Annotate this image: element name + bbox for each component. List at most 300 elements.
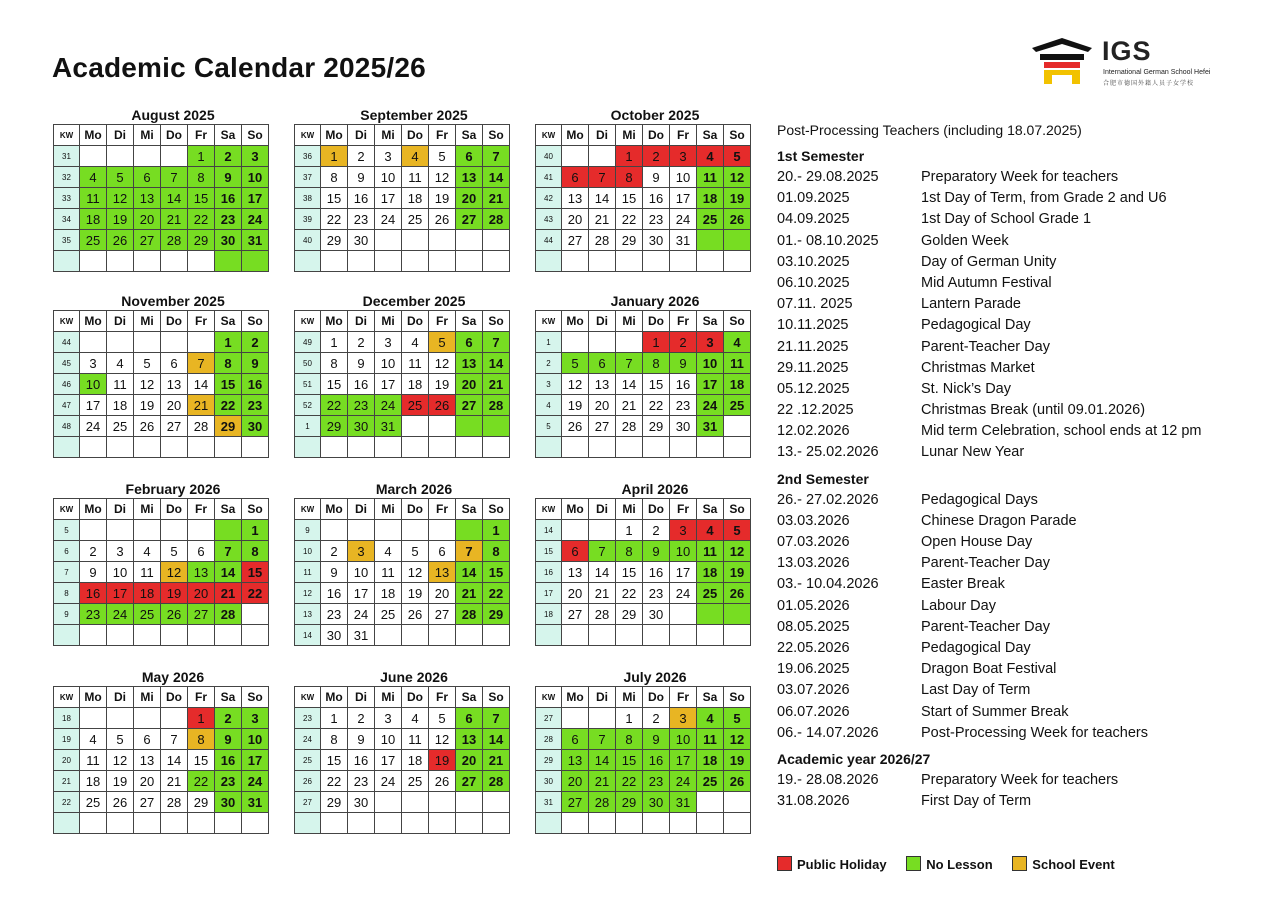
week-number: 3 [536, 374, 562, 395]
week-number: 24 [295, 729, 321, 750]
week-row [295, 167, 510, 188]
day-cell: 15 [321, 188, 348, 209]
day-cell: 13 [456, 167, 483, 188]
day-cell: 26 [429, 395, 456, 416]
week-row [54, 230, 269, 251]
day-cell [456, 813, 483, 834]
day-cell [375, 230, 402, 251]
week-row [536, 209, 751, 230]
day-cell: 9 [215, 167, 242, 188]
week-number: 29 [536, 750, 562, 771]
month-calendar [53, 480, 269, 646]
week-number: 52 [295, 395, 321, 416]
day-cell [348, 251, 375, 272]
day-cell: 18 [134, 583, 161, 604]
day-cell: 21 [456, 583, 483, 604]
day-cell: 6 [134, 167, 161, 188]
week-number: 40 [536, 146, 562, 167]
day-cell [161, 251, 188, 272]
weekday-header: So [483, 499, 510, 520]
day-cell: 30 [215, 792, 242, 813]
weekday-header: So [242, 499, 269, 520]
day-cell: 17 [242, 750, 269, 771]
day-cell: 26 [107, 792, 134, 813]
event-date: 01.09.2025 [777, 190, 850, 207]
week-number: 1 [536, 332, 562, 353]
weekday-header: Mo [562, 311, 589, 332]
week-row [54, 625, 269, 646]
day-cell: 1 [483, 520, 510, 541]
day-cell: 19 [724, 188, 751, 209]
month-table [535, 686, 751, 834]
weekday-header: Mo [80, 125, 107, 146]
day-cell: 7 [456, 541, 483, 562]
weekday-header: Sa [215, 499, 242, 520]
week-row [54, 813, 269, 834]
month-title: May 2026 [141, 669, 205, 685]
week-number: 36 [295, 146, 321, 167]
day-cell: 21 [616, 395, 643, 416]
day-cell: 26 [724, 583, 751, 604]
day-cell: 28 [589, 230, 616, 251]
week-number [536, 625, 562, 646]
day-cell [483, 416, 510, 437]
week-number-header: KW [536, 499, 562, 520]
event-row [777, 723, 1257, 744]
day-cell: 4 [134, 541, 161, 562]
month-table [535, 124, 751, 272]
weekday-header: Sa [215, 687, 242, 708]
day-cell: 13 [456, 353, 483, 374]
day-cell [429, 230, 456, 251]
day-cell [562, 146, 589, 167]
day-cell: 6 [456, 332, 483, 353]
week-row [54, 395, 269, 416]
month-calendar [535, 106, 751, 272]
day-cell [429, 520, 456, 541]
day-cell: 19 [107, 771, 134, 792]
day-cell: 22 [188, 771, 215, 792]
weekday-header: Mo [80, 687, 107, 708]
day-cell [724, 604, 751, 625]
week-number: 38 [295, 188, 321, 209]
day-cell [134, 251, 161, 272]
day-cell [161, 332, 188, 353]
day-cell: 2 [670, 332, 697, 353]
day-cell: 23 [242, 395, 269, 416]
day-cell: 3 [242, 146, 269, 167]
week-row [536, 813, 751, 834]
day-cell: 7 [161, 167, 188, 188]
day-cell: 2 [80, 541, 107, 562]
day-cell [107, 146, 134, 167]
day-cell [429, 625, 456, 646]
week-row [54, 209, 269, 230]
week-number: 21 [54, 771, 80, 792]
day-cell: 27 [429, 604, 456, 625]
month-calendar [294, 292, 510, 458]
day-cell: 14 [589, 750, 616, 771]
day-cell: 23 [643, 583, 670, 604]
day-cell: 26 [161, 604, 188, 625]
day-cell [188, 332, 215, 353]
week-row [295, 583, 510, 604]
week-number: 43 [536, 209, 562, 230]
weekday-header: Fr [429, 311, 456, 332]
weekday-header: Do [161, 125, 188, 146]
day-cell [562, 813, 589, 834]
week-row [54, 562, 269, 583]
semester-heading: Academic year 2026/27 [777, 750, 931, 767]
day-cell [80, 520, 107, 541]
week-row [54, 332, 269, 353]
day-cell [375, 625, 402, 646]
week-number: 49 [295, 332, 321, 353]
month-calendar [294, 480, 510, 646]
day-cell: 25 [402, 209, 429, 230]
week-row [295, 771, 510, 792]
day-cell: 21 [483, 188, 510, 209]
day-cell [456, 230, 483, 251]
event-date: 10.11.2025 [777, 317, 849, 334]
event-name: Pedagogical Day [921, 639, 1031, 656]
day-cell: 31 [670, 230, 697, 251]
week-row [536, 437, 751, 458]
month-calendar [535, 480, 751, 646]
day-cell: 7 [188, 353, 215, 374]
day-cell [697, 251, 724, 272]
event-name: Pedagogical Day [921, 317, 1031, 334]
event-date: 05.12.2025 [777, 380, 850, 397]
day-cell: 17 [670, 188, 697, 209]
day-cell: 29 [321, 792, 348, 813]
day-cell [402, 437, 429, 458]
day-cell [562, 625, 589, 646]
day-cell [402, 813, 429, 834]
event-row [777, 680, 1257, 701]
week-row [54, 416, 269, 437]
week-row [295, 332, 510, 353]
day-cell: 14 [589, 562, 616, 583]
day-cell [375, 251, 402, 272]
day-cell: 18 [375, 583, 402, 604]
day-cell: 25 [724, 395, 751, 416]
month-calendar [53, 106, 269, 272]
day-cell: 16 [348, 188, 375, 209]
day-cell [242, 604, 269, 625]
week-number: 4 [536, 395, 562, 416]
day-cell [161, 813, 188, 834]
day-cell [456, 437, 483, 458]
week-number: 50 [295, 353, 321, 374]
day-cell: 5 [107, 167, 134, 188]
day-cell: 26 [562, 416, 589, 437]
week-row [536, 395, 751, 416]
event-date: 29.11.2025 [777, 359, 849, 376]
week-row [295, 395, 510, 416]
day-cell: 8 [321, 729, 348, 750]
weekday-header: Di [107, 499, 134, 520]
week-row [295, 813, 510, 834]
day-cell: 31 [697, 416, 724, 437]
day-cell [456, 625, 483, 646]
day-cell: 15 [321, 750, 348, 771]
day-cell: 23 [348, 771, 375, 792]
day-cell: 3 [670, 146, 697, 167]
weekday-header: Di [348, 687, 375, 708]
day-cell: 27 [589, 416, 616, 437]
day-cell: 12 [161, 562, 188, 583]
weekday-header: Fr [188, 687, 215, 708]
week-row [54, 792, 269, 813]
day-cell: 6 [456, 708, 483, 729]
event-name: Day of German Unity [921, 253, 1057, 270]
day-cell [589, 520, 616, 541]
week-number-header: KW [54, 125, 80, 146]
week-number: 14 [295, 625, 321, 646]
day-cell: 11 [402, 729, 429, 750]
day-cell: 6 [562, 729, 589, 750]
weekday-header: Sa [456, 311, 483, 332]
month-calendar [535, 292, 751, 458]
month-title: December 2025 [362, 293, 466, 309]
week-row [295, 520, 510, 541]
month-title: February 2026 [125, 481, 221, 497]
event-name: Post-Processing Week for teachers [921, 724, 1148, 741]
day-cell: 11 [402, 167, 429, 188]
event-row [777, 273, 1257, 294]
semester-heading: 2nd Semester [777, 470, 869, 487]
day-cell: 10 [670, 729, 697, 750]
weekday-header: Mi [616, 125, 643, 146]
day-cell: 14 [483, 167, 510, 188]
week-number: 20 [54, 750, 80, 771]
day-cell: 14 [161, 188, 188, 209]
weekday-header: Do [161, 499, 188, 520]
week-row [295, 437, 510, 458]
weekday-header: So [724, 125, 751, 146]
day-cell: 12 [429, 167, 456, 188]
event-date: 21.11.2025 [777, 338, 849, 355]
weekday-header: Do [643, 687, 670, 708]
day-cell [402, 230, 429, 251]
day-cell: 7 [589, 541, 616, 562]
week-row [536, 792, 751, 813]
day-cell: 14 [161, 750, 188, 771]
day-cell [161, 625, 188, 646]
weekday-header: Fr [188, 311, 215, 332]
week-number: 28 [536, 729, 562, 750]
day-cell: 18 [402, 374, 429, 395]
event-name: Dragon Boat Festival [921, 661, 1057, 678]
week-row [295, 353, 510, 374]
day-cell: 28 [161, 792, 188, 813]
event-date: 06.10.2025 [777, 274, 850, 291]
week-row [536, 750, 751, 771]
weekday-header: Di [589, 125, 616, 146]
week-number-header: KW [536, 125, 562, 146]
day-cell: 4 [375, 541, 402, 562]
day-cell: 24 [697, 395, 724, 416]
day-cell: 3 [242, 708, 269, 729]
week-row [54, 729, 269, 750]
day-cell: 4 [402, 708, 429, 729]
month-calendar [294, 668, 510, 834]
day-cell: 19 [724, 562, 751, 583]
day-cell: 12 [724, 541, 751, 562]
day-cell: 1 [616, 520, 643, 541]
day-cell: 12 [724, 729, 751, 750]
day-cell: 6 [562, 541, 589, 562]
weekday-header: Sa [697, 311, 724, 332]
week-row [536, 708, 751, 729]
day-cell: 9 [215, 729, 242, 750]
week-number-header: KW [536, 311, 562, 332]
day-cell: 29 [616, 604, 643, 625]
day-cell [562, 332, 589, 353]
weekday-header: Do [402, 499, 429, 520]
day-cell [80, 251, 107, 272]
event-name: Labour Day [921, 597, 996, 614]
weekday-header: Mi [134, 311, 161, 332]
event-row [777, 188, 1257, 209]
day-cell: 17 [375, 188, 402, 209]
week-number [295, 813, 321, 834]
day-cell: 2 [321, 541, 348, 562]
week-number: 31 [54, 146, 80, 167]
day-cell: 8 [616, 541, 643, 562]
day-cell: 29 [321, 416, 348, 437]
weekday-header: Sa [456, 499, 483, 520]
week-number: 26 [295, 771, 321, 792]
week-number: 6 [54, 541, 80, 562]
day-cell: 8 [321, 353, 348, 374]
day-cell [215, 437, 242, 458]
day-cell [402, 625, 429, 646]
day-cell [429, 792, 456, 813]
week-number [295, 251, 321, 272]
weekday-header: Do [402, 311, 429, 332]
day-cell: 10 [670, 167, 697, 188]
day-cell [107, 708, 134, 729]
weekday-header: So [242, 125, 269, 146]
day-cell: 29 [188, 792, 215, 813]
month-table [53, 498, 269, 646]
page-title: Academic Calendar 2025/26 [52, 52, 426, 83]
day-cell: 27 [456, 395, 483, 416]
day-cell [80, 813, 107, 834]
day-cell: 25 [80, 230, 107, 251]
day-cell: 27 [188, 604, 215, 625]
week-row [536, 146, 751, 167]
day-cell [242, 437, 269, 458]
day-cell: 22 [321, 395, 348, 416]
week-row [295, 416, 510, 437]
day-cell: 16 [215, 188, 242, 209]
day-cell [589, 146, 616, 167]
day-cell: 10 [348, 562, 375, 583]
weekday-header: Mo [562, 687, 589, 708]
day-cell: 24 [670, 771, 697, 792]
day-cell [724, 416, 751, 437]
day-cell: 25 [402, 395, 429, 416]
week-number: 18 [54, 708, 80, 729]
day-cell [670, 437, 697, 458]
day-cell: 6 [429, 541, 456, 562]
day-cell: 7 [215, 541, 242, 562]
month-title: October 2025 [610, 107, 700, 123]
weekday-header: Di [589, 311, 616, 332]
week-row [536, 520, 751, 541]
week-row [54, 708, 269, 729]
week-row [54, 437, 269, 458]
day-cell: 14 [456, 562, 483, 583]
day-cell: 17 [80, 395, 107, 416]
day-cell [188, 625, 215, 646]
day-cell [134, 146, 161, 167]
day-cell: 10 [242, 167, 269, 188]
weekday-header: Fr [429, 125, 456, 146]
day-cell: 18 [724, 374, 751, 395]
week-number: 10 [295, 541, 321, 562]
weekday-header: So [483, 687, 510, 708]
logo-chinese: 合肥市德国外籍人员子女学校 [1103, 81, 1195, 87]
day-cell: 17 [670, 750, 697, 771]
week-number: 12 [295, 583, 321, 604]
legend-public-holiday: Public Holiday [777, 856, 887, 872]
day-cell [161, 437, 188, 458]
weekday-header: Mo [80, 311, 107, 332]
day-cell: 11 [134, 562, 161, 583]
day-cell: 14 [483, 729, 510, 750]
week-row [536, 771, 751, 792]
day-cell [483, 230, 510, 251]
day-cell [616, 625, 643, 646]
week-number [536, 437, 562, 458]
day-cell [429, 437, 456, 458]
event-date: 12.02.2026 [777, 423, 850, 440]
week-row [54, 188, 269, 209]
day-cell: 23 [643, 771, 670, 792]
week-number: 9 [54, 604, 80, 625]
day-cell: 12 [107, 750, 134, 771]
day-cell: 20 [161, 395, 188, 416]
day-cell: 11 [697, 541, 724, 562]
weekday-header: Fr [670, 125, 697, 146]
day-cell: 13 [562, 188, 589, 209]
day-cell: 21 [483, 750, 510, 771]
weekday-header: Mo [321, 311, 348, 332]
event-date: 01.- 08.10.2025 [777, 232, 879, 249]
weekday-header: Di [107, 125, 134, 146]
day-cell: 4 [402, 146, 429, 167]
day-cell: 23 [321, 604, 348, 625]
day-cell [242, 251, 269, 272]
day-cell: 6 [134, 729, 161, 750]
day-cell: 5 [429, 332, 456, 353]
day-cell: 19 [429, 188, 456, 209]
week-row [54, 520, 269, 541]
week-number-header: KW [54, 687, 80, 708]
day-cell: 25 [402, 771, 429, 792]
day-cell: 8 [616, 729, 643, 750]
week-row [536, 729, 751, 750]
day-cell [134, 813, 161, 834]
day-cell [643, 251, 670, 272]
day-cell: 2 [215, 146, 242, 167]
day-cell [134, 625, 161, 646]
day-cell [483, 792, 510, 813]
